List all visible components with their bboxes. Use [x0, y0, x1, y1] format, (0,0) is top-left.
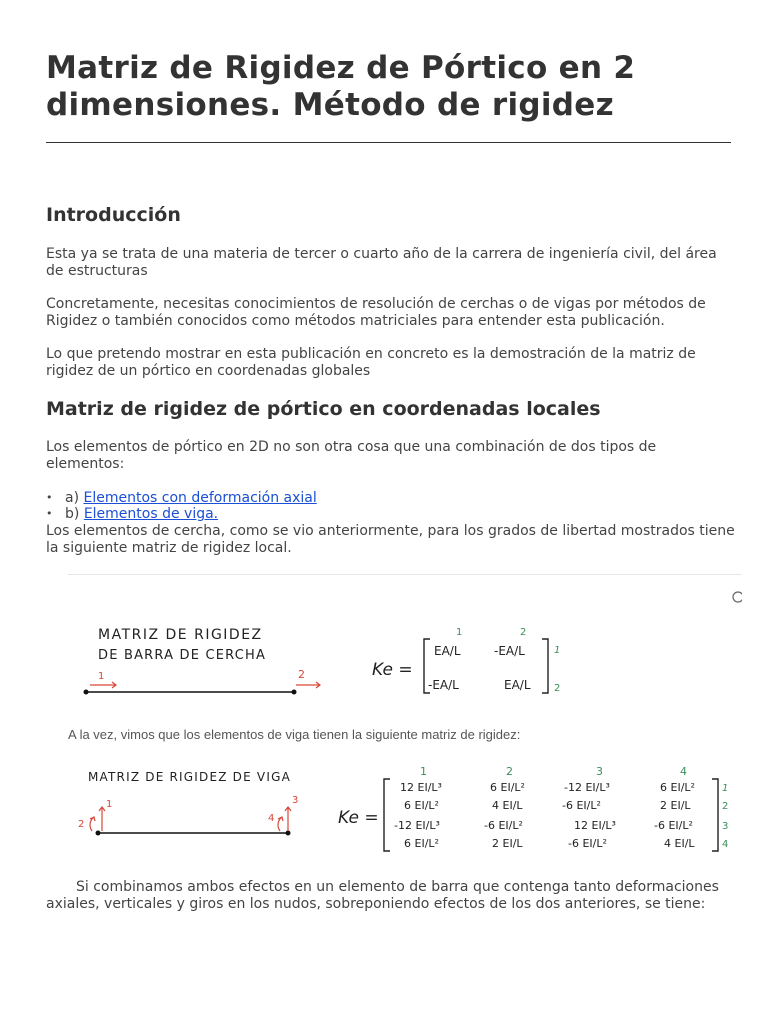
- beam-matrix-cell: -6 EI/L²: [568, 837, 607, 850]
- beam-col-label: 3: [596, 765, 603, 778]
- axial-elements-link[interactable]: Elementos con deformación axial: [83, 490, 317, 506]
- beam-matrix-cell: -6 EI/L²: [484, 819, 523, 832]
- beam-elements-link[interactable]: Elementos de viga.: [83, 506, 219, 522]
- truss-row-label: 1: [554, 645, 561, 656]
- beam-row-label: 4: [722, 839, 729, 850]
- truss-row-label: 2: [554, 683, 561, 694]
- beam-dof-label: 3: [292, 795, 299, 806]
- truss-node-right: [292, 690, 297, 695]
- element-type-list: [46, 490, 317, 522]
- beam-ke-label: Ke =: [338, 808, 379, 828]
- page-title: Matriz de Rigidez de Pórtico en 2 dimensiones. Método de rigidez: [46, 50, 636, 123]
- beam-matrix-cell: 2 EI/L: [492, 837, 523, 850]
- beam-dof-arrow-4: [278, 817, 283, 831]
- truss-matrix-cell: -EA/L: [494, 644, 525, 658]
- beam-row-label: 2: [722, 801, 729, 812]
- beam-matrix-cell: -12 EI/L³: [564, 781, 610, 794]
- beam-title: MATRIZ DE RIGIDEZ DE VIGA: [88, 770, 291, 784]
- beam-matrix-cell: 6 EI/L²: [404, 837, 439, 850]
- truss-dof-label: 1: [98, 671, 105, 682]
- beam-col-label: 1: [420, 765, 427, 778]
- final-paragraph: Si combinamos ambos efectos en un elemento de barra que contenga tanto deformaciones axiales, verticales y giros en los nudos, sobreponiendo efectos de los dos anteriores, se tiene:: [46, 879, 719, 912]
- truss-title-line-1: MATRIZ DE RIGIDEZ: [98, 627, 263, 643]
- truss-col-label: 2: [520, 627, 527, 638]
- beam-matrix-cell: -6 EI/L²: [654, 819, 693, 832]
- list-item-prefix: b): [65, 506, 84, 522]
- beam-dof-arrow-1: [99, 807, 105, 831]
- beam-matrix-bracket-right: [712, 779, 718, 851]
- beam-dof-label: 2: [78, 819, 85, 830]
- figure-drawing: [68, 575, 742, 865]
- beam-node-left: [96, 831, 101, 836]
- truss-matrix-bracket-right: [542, 639, 548, 693]
- beam-dof-label: 4: [268, 813, 275, 824]
- local-paragraph-2: Los elementos de cercha, como se vio anteriormente, para los grados de libertad mostrados tiene la siguiente matriz de rigidez local.: [46, 523, 735, 556]
- intro-paragraph-1: Esta ya se trata de una materia de tercer o cuarto año de la carrera de ingeniería civil, del área de estructuras: [46, 246, 717, 279]
- beam-matrix-cell: 4 EI/L: [492, 799, 523, 812]
- local-paragraph-1: Los elementos de pórtico en 2D no son otra cosa que una combinación de dos tipos de elementos:: [46, 439, 657, 472]
- figure-corner-icon: [733, 592, 742, 602]
- figure-caption: A la vez, vimos que los elementos de viga tienen la siguiente matriz de rigidez:: [68, 727, 521, 742]
- intro-paragraph-2: Concretamente, necesitas conocimientos de resolución de cerchas o de vigas por métodos de Rigidez o también conocidos como métodos matriciales para entender esta publicación.: [46, 296, 706, 329]
- beam-row-label: 1: [722, 783, 729, 794]
- beam-matrix-bracket-left: [384, 779, 390, 851]
- truss-dof-arrow-1: [90, 682, 116, 688]
- beam-matrix-cell: 12 EI/L³: [574, 819, 616, 832]
- beam-dof-arrow-2: [90, 817, 95, 831]
- truss-node-left: [84, 690, 89, 695]
- beam-matrix-cell: 12 EI/L³: [400, 781, 442, 794]
- intro-paragraph-3: Lo que pretendo mostrar en esta publicación en concreto es la demostración de la matriz de rigidez de un pórtico en coordenadas globales: [46, 346, 696, 379]
- stiffness-matrices-figure: [68, 574, 742, 865]
- intro-heading: Introducción: [46, 204, 181, 226]
- beam-matrix-cell: 4 EI/L: [664, 837, 695, 850]
- beam-matrix-cell: 6 EI/L²: [490, 781, 525, 794]
- beam-matrix-cell: 6 EI/L²: [404, 799, 439, 812]
- beam-matrix-cell: -12 EI/L³: [394, 819, 440, 832]
- beam-row-label: 3: [722, 821, 729, 832]
- truss-matrix-cell: EA/L: [504, 678, 531, 692]
- truss-dof-label: 2: [298, 668, 305, 681]
- title-divider: [46, 142, 731, 143]
- truss-ke-label: Ke =: [372, 660, 413, 680]
- beam-node-right: [286, 831, 291, 836]
- beam-col-label: 2: [506, 765, 513, 778]
- truss-matrix-cell: -EA/L: [428, 678, 459, 692]
- beam-matrix-cell: 2 EI/L: [660, 799, 691, 812]
- list-item: [46, 490, 317, 506]
- truss-matrix-cell: EA/L: [434, 644, 461, 658]
- truss-col-label: 1: [456, 627, 463, 638]
- truss-dof-arrow-2: [296, 682, 320, 688]
- local-heading: Matriz de rigidez de pórtico en coordenadas locales: [46, 398, 601, 420]
- beam-matrix-cell: 6 EI/L²: [660, 781, 695, 794]
- beam-matrix-cell: -6 EI/L²: [562, 799, 601, 812]
- list-item-prefix: a): [65, 490, 84, 506]
- list-item: [46, 506, 317, 522]
- beam-dof-label: 1: [106, 799, 113, 810]
- truss-title-line-2: DE BARRA DE CERCHA: [98, 648, 267, 663]
- beam-col-label: 4: [680, 765, 687, 778]
- beam-dof-arrow-3: [285, 807, 291, 831]
